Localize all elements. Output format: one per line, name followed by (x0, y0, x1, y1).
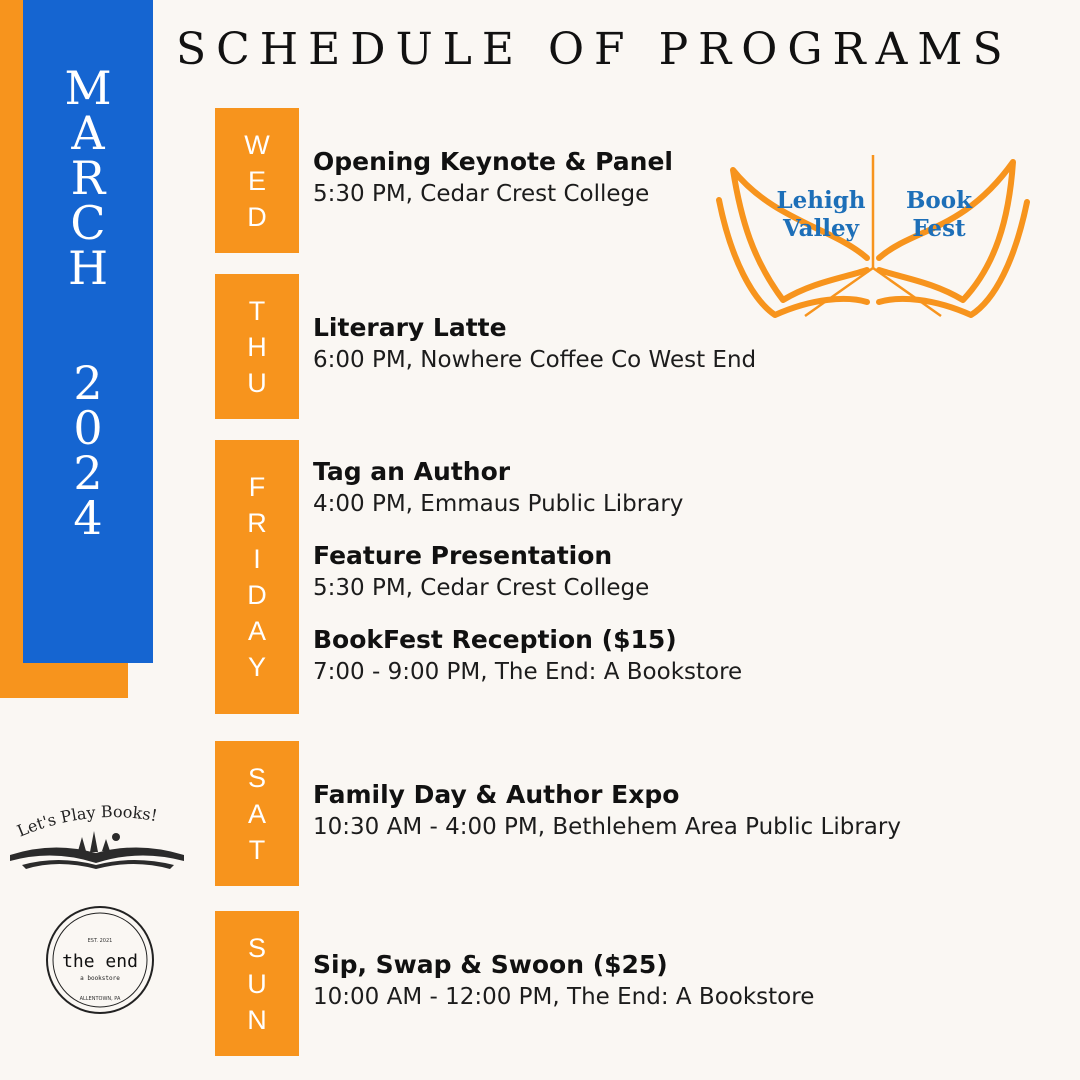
year-digit: 2 (73, 356, 103, 410)
year-digit: 2 (73, 446, 103, 500)
month-letter: C (70, 196, 106, 250)
day-letter: R (247, 508, 267, 538)
event-detail: 10:00 AM - 12:00 PM, The End: A Bookstore (313, 984, 815, 1010)
day-letter: A (247, 616, 266, 646)
event-detail: 5:30 PM, Cedar Crest College (313, 181, 650, 207)
logo-text-book: Book (905, 187, 973, 214)
day-letter: T (248, 295, 266, 326)
day-letter: U (247, 367, 267, 398)
logo-text-valley: Valley (782, 215, 860, 242)
day-letter: D (247, 580, 267, 610)
month-letter: R (70, 151, 106, 205)
day-letter: H (247, 331, 267, 362)
events-sat (313, 779, 901, 863)
lets-play-books-logo (8, 797, 188, 877)
day-letter: S (247, 762, 266, 793)
month-year-banner (23, 0, 153, 663)
svg-text:Let's Play Books! (14, 802, 158, 841)
day-letter: Y (247, 652, 266, 682)
event-detail: 10:30 AM - 4:00 PM, Bethlehem Area Public Library (313, 814, 901, 840)
logo-bookstore-text: a bookstore (80, 975, 120, 982)
year-digit: 0 (73, 401, 103, 455)
day-letter: I (253, 544, 261, 574)
logo-text-fest: Fest (912, 215, 966, 242)
day-letter: W (244, 129, 270, 160)
event-detail: 7:00 - 9:00 PM, The End: A Bookstore (313, 659, 743, 685)
logo-est-text: EST. 2021 (87, 938, 113, 944)
month-letter: A (71, 106, 105, 160)
logo-the-end-text: the end (62, 951, 138, 972)
event-detail: 6:00 PM, Nowhere Coffee Co West End (313, 347, 757, 373)
event-detail: 4:00 PM, Emmaus Public Library (313, 491, 684, 517)
day-letter: E (247, 165, 266, 196)
event-title: BookFest Reception ($15) (313, 625, 677, 654)
day-letter: U (247, 968, 267, 999)
month-letter: M (64, 61, 112, 115)
logo-text-play-books: Let's Play Books! (14, 801, 159, 841)
events-thu (313, 312, 756, 396)
event-title: Family Day & Author Expo (313, 780, 680, 809)
event-title: Opening Keynote & Panel (313, 147, 673, 176)
event-title: Literary Latte (313, 313, 507, 342)
day-letter: N (247, 1004, 267, 1035)
logo-text-lehigh: Lehigh (776, 187, 866, 214)
page-title: SCHEDULE OF PROGRAMS (176, 24, 1013, 75)
month-letter: H (67, 241, 109, 295)
logo-location-text: ALLENTOWN, PA (79, 996, 121, 1002)
day-label-wed (215, 108, 299, 253)
event-title: Tag an Author (313, 457, 511, 486)
event-title: Feature Presentation (313, 541, 613, 570)
bookfest-logo (713, 150, 1033, 325)
day-label-sun (215, 911, 299, 1056)
events-friday (313, 456, 742, 708)
day-letter: F (248, 472, 266, 502)
book-silhouette-icon (10, 831, 184, 869)
event-detail: 5:30 PM, Cedar Crest College (313, 575, 650, 601)
day-label-thu (215, 274, 299, 419)
year-digit: 4 (73, 491, 103, 545)
events-wed (313, 146, 673, 230)
day-letter: D (247, 201, 267, 232)
the-end-bookstore-logo (44, 904, 156, 1016)
day-letter: S (247, 932, 266, 963)
event-title: Sip, Swap & Swoon ($25) (313, 950, 668, 979)
events-sun (313, 949, 814, 1033)
day-letter: T (248, 834, 266, 865)
day-letter: A (247, 798, 266, 829)
day-label-friday (215, 440, 299, 714)
day-label-sat (215, 741, 299, 886)
